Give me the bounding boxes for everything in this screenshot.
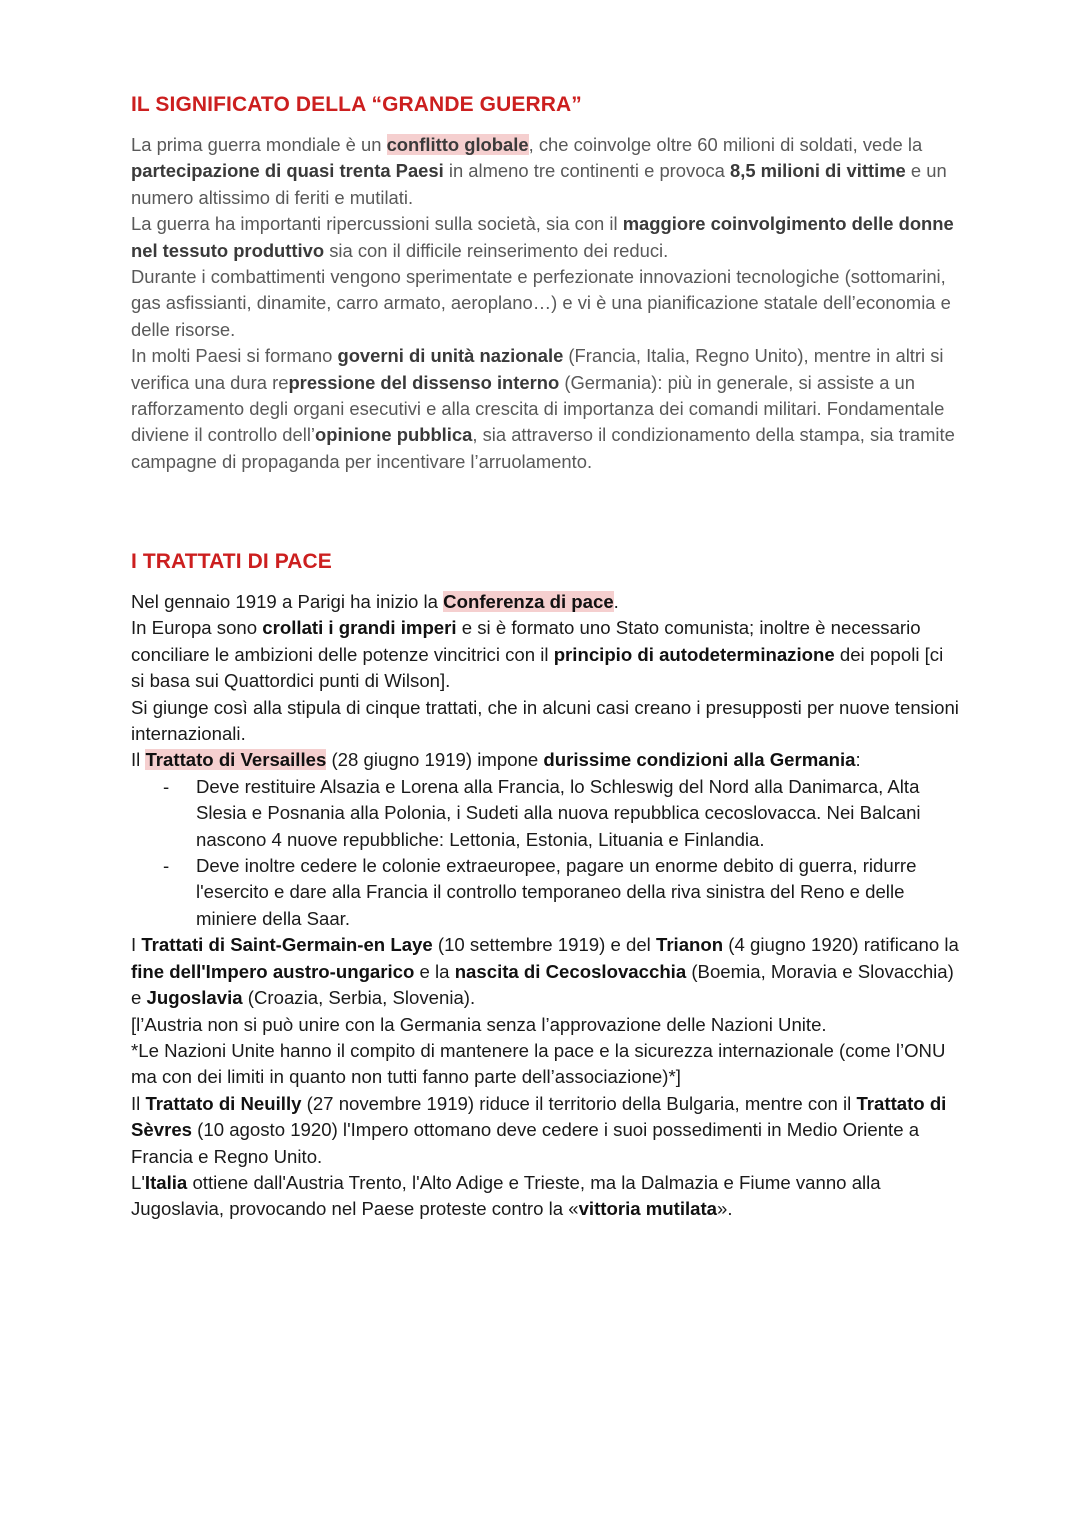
text-run: (Francia, Italia, Regno Unito), mentre in altri si verifica una dura re [131, 345, 944, 393]
paragraph: *Le Nazioni Unite hanno il compito di mantenere la pace e la sicurezza internazionale (come l’ONU ma con dei limiti in quanto non tutti fanno parte dell’associazione)*] [131, 1039, 946, 1088]
text-run: ». [717, 1198, 733, 1220]
bold-term: vittoria mutilata [578, 1198, 718, 1220]
bold-term: principio di autodeterminazione [553, 643, 835, 665]
paragraph [131, 747, 961, 773]
bold-term: Italia [144, 1171, 188, 1193]
paragraph [131, 1170, 961, 1223]
text-run: L' [131, 1171, 145, 1193]
bold-term: Trattati di Saint-Germain-en Laye [141, 934, 433, 956]
highlighted-term: Trattato di Versailles [145, 749, 327, 771]
text-run: La guerra ha importanti ripercussioni sulla società, sia con il [131, 213, 623, 235]
paragraph [131, 343, 961, 475]
bold-term: 8,5 milioni di vittime [730, 160, 906, 182]
bold-term: durissime condizioni alla Germania [543, 749, 856, 771]
text-run: sia con il difficile reinserimento dei reduci. [324, 239, 669, 261]
text-run: (Boemia, Moravia e Slovacchia) e [131, 960, 954, 1009]
text-run: : [855, 749, 861, 771]
text-run: Il [131, 1092, 146, 1114]
text-run: (10 settembre 1919) e del [432, 934, 656, 956]
text-run: Nel gennaio 1919 a Parigi ha inizio la [131, 591, 444, 612]
bold-term: Trianon [655, 934, 724, 956]
text-run: dei popoli [ci si basa sui Quattordici punti di Wilson]. [131, 643, 944, 692]
paragraph [131, 1091, 961, 1170]
dash-list [131, 774, 961, 932]
paragraph: [l’Austria non si può unire con la Germania senza l’approvazione delle Nazioni Unite. [131, 1013, 827, 1035]
text-run: , che coinvolge oltre 60 milioni di soldati, vede la [528, 134, 923, 155]
bold-term: fine dell'Impero austro-ungarico [131, 960, 415, 982]
text-run: ottiene dall'Austria Trento, l'Alto Adige e Trieste, ma la Dalmazia e Fiume vanno alla Jugoslavia, provocando nel Paese proteste contro la « [131, 1171, 881, 1220]
section-title-trattati-di-pace: I TRATTATI DI PACE [131, 550, 332, 573]
paragraph [131, 132, 961, 211]
bold-term: partecipazione di quasi trenta Paesi [131, 160, 444, 182]
highlighted-term: Conferenza di pace [443, 591, 614, 612]
text-run: . [613, 591, 619, 612]
section-body-trattati-di-pace [131, 589, 961, 1223]
bold-term: pressione del dissenso interno [288, 371, 560, 393]
highlighted-term: conflitto globale [386, 134, 529, 155]
text-run: Il [131, 749, 146, 771]
bold-term: Jugoslavia [146, 987, 243, 1009]
text-run: (4 giugno 1920) ratificano la [723, 934, 959, 956]
text-run: (Germania): più in generale, si assiste a un rafforzamento degli organi esecutivi e alla crescita di importanza dei comandi militari. Fondamentale diviene il controllo dell’ [131, 371, 945, 446]
text-run: , sia attraverso il condizionamento della stampa, sia tramite campagne di propaganda per incentivare l’arruolamento. [131, 424, 955, 472]
bold-term: Trattato di Sèvres [131, 1092, 947, 1141]
text-run: (28 giugno 1919) impone [326, 749, 544, 771]
bold-term: nascita di Cecoslovacchia [454, 960, 687, 982]
list-item: - Deve restituire Alsazia e Lorena alla Francia, lo Schleswig del Nord alla Danimarca, Alta Slesia e Posnania alla Polonia, i Sudeti alla nuova repubblica cecoslovacca. Nei Balcani nascono 4 nuove repubbliche: Lettonia, Estonia, Lituania e Finlandia. [131, 774, 961, 853]
section-body-grande-guerra [131, 132, 961, 475]
paragraph [131, 211, 961, 264]
list-item: - Deve inoltre cedere le colonie extraeuropee, pagare un enorme debito di guerra, ridurre l'esercito e dare alla Francia il controllo temporaneo della riva sinistra del Reno e delle miniere della Saar. [131, 853, 961, 932]
text-run: I [131, 934, 142, 956]
paragraph [131, 589, 961, 615]
text-run: e un numero altissimo di feriti e mutilati. [131, 160, 947, 208]
section-title-grande-guerra: IL SIGNIFICATO DELLA “GRANDE GUERRA” [131, 93, 582, 116]
text-run: in almeno tre continenti e provoca [443, 160, 730, 182]
text-run: (27 novembre 1919) riduce il territorio della Bulgaria, mentre con il [301, 1092, 857, 1114]
paragraph [131, 932, 961, 1011]
paragraph: Durante i combattimenti vengono sperimentate e perfezionate innovazioni tecnologiche (sottomarini, gas asfissianti, dinamite, carro armato, aeroplano…) e vi è una pianificazione statale dell’economia e delle risorse. [131, 266, 951, 340]
text-run: In molti Paesi si formano [131, 345, 338, 367]
bold-term: crollati i grandi imperi [262, 617, 457, 639]
text-run: (Croazia, Serbia, Slovenia). [242, 987, 476, 1009]
bold-term: opinione pubblica [315, 424, 473, 446]
bold-term: governi di unità nazionale [337, 345, 564, 367]
bold-term: Trattato di Neuilly [145, 1092, 302, 1114]
paragraph [131, 615, 961, 694]
text-run: e si è formato uno Stato comunista; inoltre è necessario conciliare le ambizioni delle potenze vincitrici con il [131, 617, 921, 665]
text-run: e la [414, 960, 455, 982]
paragraph: Si giunge così alla stipula di cinque trattati, che in alcuni casi creano i presupposti per nuove tensioni internazionali. [131, 696, 959, 745]
text-run: La prima guerra mondiale è un [131, 134, 387, 155]
bold-term: maggiore coinvolgimento delle donne nel tessuto produttivo [131, 213, 954, 261]
text-run: In Europa sono [131, 617, 263, 639]
text-run: (10 agosto 1920) l'Impero ottomano deve cedere i suoi possedimenti in Medio Oriente a Francia e Regno Unito. [131, 1119, 920, 1167]
